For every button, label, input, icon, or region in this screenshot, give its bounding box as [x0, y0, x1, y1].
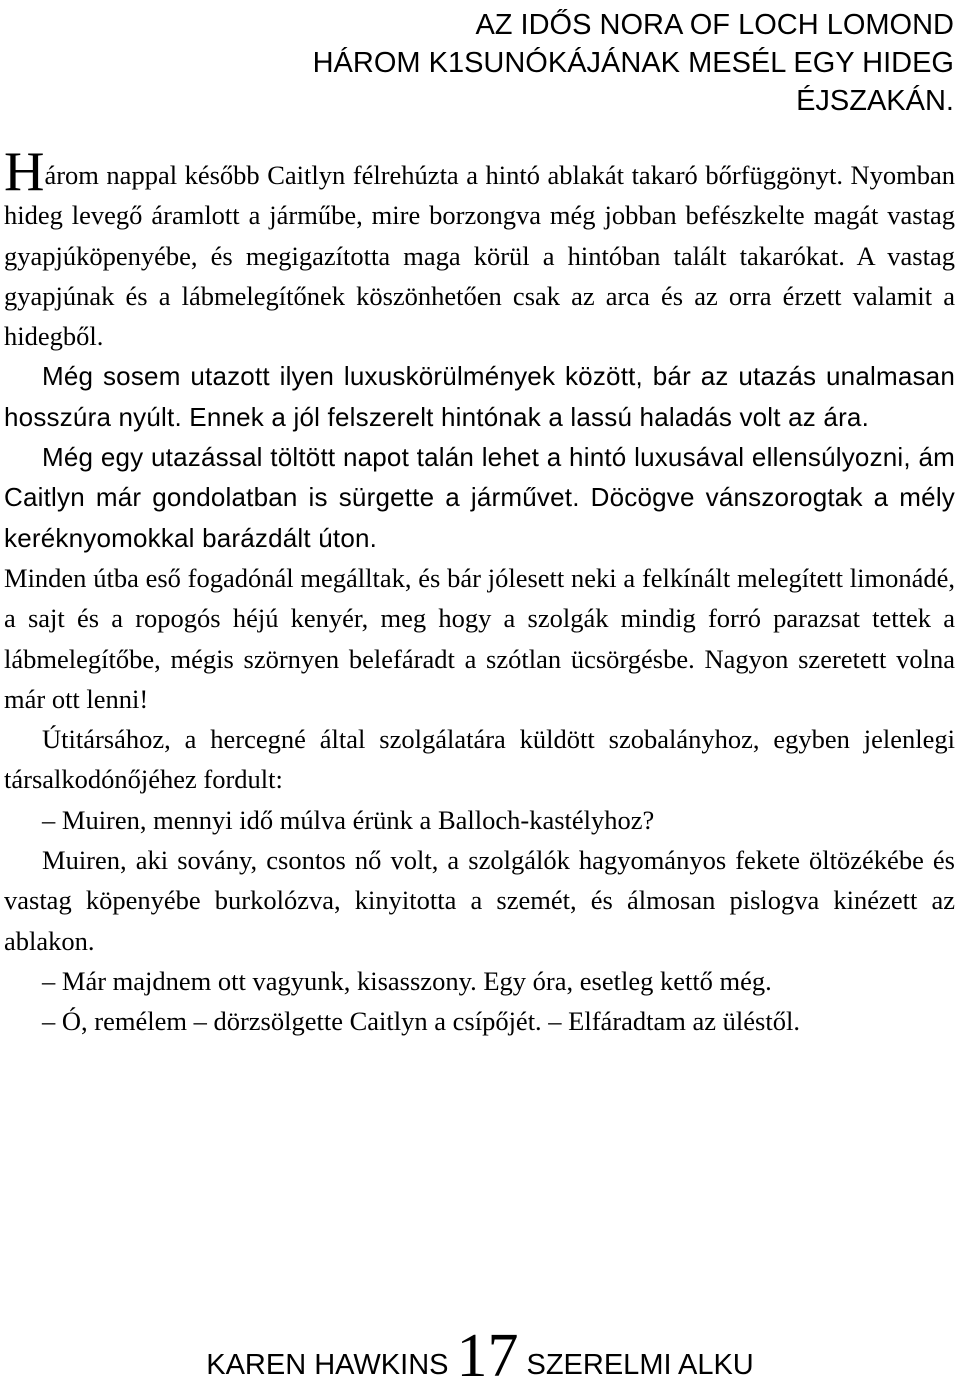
dialogue-3: – Ó, remélem – dörzsölgette Caitlyn a csípőjét. – Elfáradtam az üléstől.	[42, 1006, 800, 1037]
page-number: 17	[456, 1322, 519, 1390]
paragraph-2: Még sosem utazott ilyen luxuskörülmények között, bár az utazás unalmasan hosszúra nyúlt. Ennek a jól felszerelt hintónak a lassú haladás volt az ára.	[4, 361, 955, 432]
footer-book-title: SZERELMI ALKU	[526, 1349, 754, 1381]
paragraph-6: Muiren, aki sovány, csontos nő volt, a szolgálók hagyományos fekete öltözékébe és vastag köpenyébe burkolózva, kinyitotta a szemét, és álmosan pislogva kinézett az ablakon.	[4, 845, 955, 956]
page-footer	[0, 1322, 960, 1395]
chapter-heading-line-3: ÉJSZAKÁN.	[796, 85, 954, 117]
chapter-heading-line-2: HÁROM K1SUNÓKÁJÁNAK MESÉL EGY HIDEG	[312, 47, 954, 79]
dialogue-1: – Muiren, mennyi idő múlva érünk a Balloch-kastélyhoz?	[42, 804, 655, 835]
paragraph-1	[4, 141, 955, 356]
drop-cap: H	[4, 141, 45, 203]
dialogue-2: – Már majdnem ott vagyunk, kisasszony. Egy óra, esetleg kettő még.	[42, 965, 772, 996]
footer-author: KAREN HAWKINS	[206, 1349, 449, 1381]
chapter-heading-line-1: AZ IDŐS NORA OF LOCH LOMOND	[475, 9, 954, 41]
paragraph-3-continued: Minden útba eső fogadónál megálltak, és bár jólesett neki a felkínált melegített limonádé, a sajt és a ropogós héjú kenyér, meg hogy a szolgák mindig forró parazsat tettek a lábmelegítőbe, mégis szörnyen belefáradt a szótlan ücsörgésbe. Nagyon szeretett volna már ott lenni!	[4, 562, 955, 714]
body-text	[4, 141, 955, 1042]
paragraph-4: Útitársához, a hercegné által szolgálatára küldött szobalányhoz, egyben jelenlegi társalkodónőjéhez fordult:	[4, 724, 955, 795]
paragraph-1-text: árom nappal később Caitlyn félrehúzta a hintó ablakát takaró bőrfüggönyt. Nyomban hideg levegő áramlott a járműbe, mire borzongva még jobban befészkelte magát vastag gyapjúköpenyébe, és megigazította maga körül a hintóban talált takarókat. A vastag gyapjúnak és a lábmelegítőnek köszönhetően csak az arca és az orra érzett valamit a hidegből.	[4, 160, 955, 352]
chapter-heading	[134, 6, 954, 120]
paragraph-3: Még egy utazással töltött napot talán lehet a hintó luxusával ellensúlyozni, ám Caitlyn már gondolatban is sürgette a járművet. Döcögve vánszorogtak a mély keréknyomokkal barázdált úton.	[4, 442, 955, 553]
